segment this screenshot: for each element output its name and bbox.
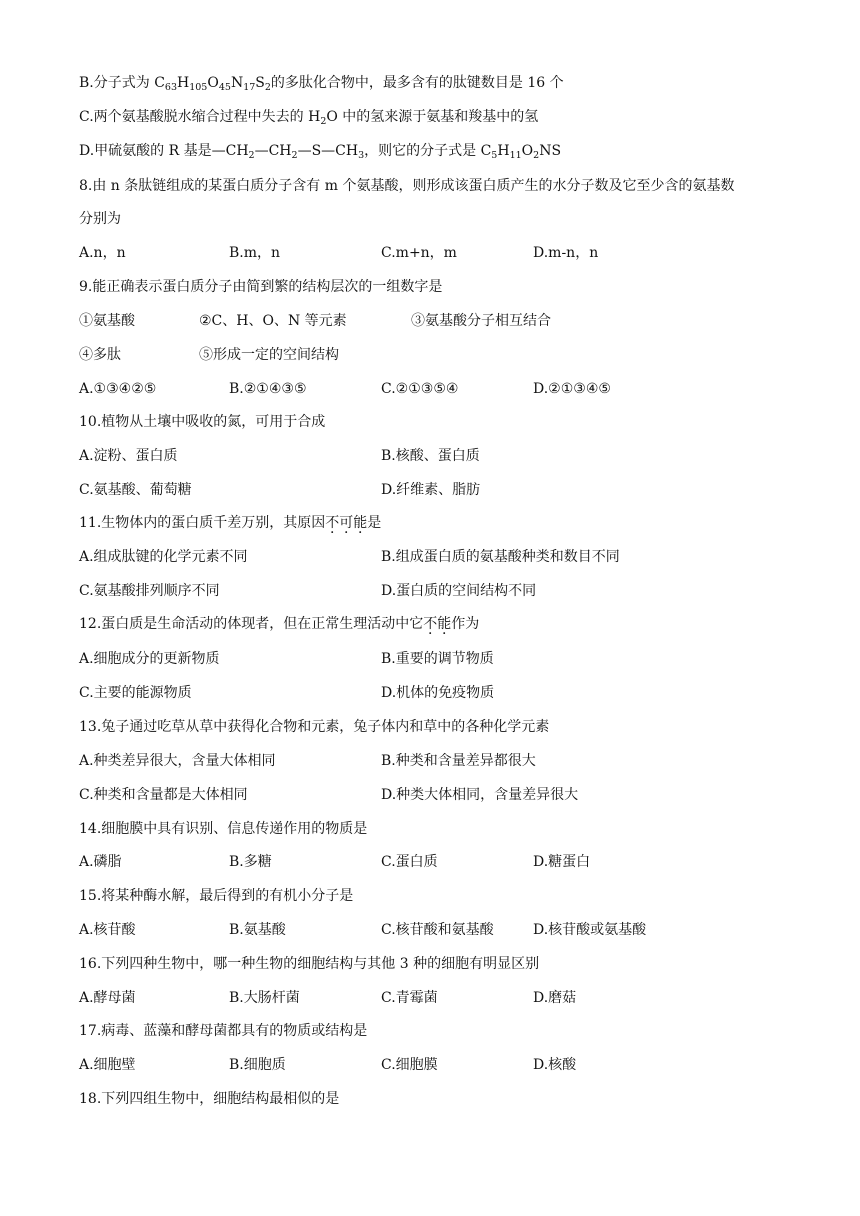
q9-item-1: ①氨基酸 xyxy=(79,313,135,329)
q14-option-b: B.多糖 xyxy=(229,854,272,870)
q13-option-b: B.种类和含量差异都很大 xyxy=(381,753,536,769)
q10-option-c: C.氨基酸、葡萄糖 xyxy=(79,482,192,498)
q12-stem: 12.蛋白质是生命活动的体现者，但在正常生理活动中它不能作为 xyxy=(79,616,480,632)
q16-option-c: C.青霉菌 xyxy=(381,990,438,1006)
q16-option-d: D.磨菇 xyxy=(533,990,577,1006)
q15-option-c: C.核苷酸和氨基酸 xyxy=(381,922,494,938)
q14-option-d: D.糖蛋白 xyxy=(533,854,591,870)
q8-option-a: A.n，n xyxy=(79,245,126,261)
q17-option-d: D.核酸 xyxy=(533,1057,577,1073)
q7-option-c: C.两个氨基酸脱水缩合过程中失去的 $H_2O$ 中的氢来源于氨基和羧基中的氢 xyxy=(79,109,539,127)
q17-stem: 17.病毒、蓝藻和酵母菌都具有的物质或结构是 xyxy=(79,1023,368,1039)
q16-option-a: A.酵母菌 xyxy=(79,990,136,1006)
q9-option-a: A.①③④②⑤ xyxy=(79,381,157,397)
q8-option-c: C.m+n，m xyxy=(381,245,457,261)
q9-item-2: ②C、H、O、N 等元素 xyxy=(199,313,347,329)
q9-item-4: ④多肽 xyxy=(79,347,121,363)
q14-option-c: C.蛋白质 xyxy=(381,854,438,870)
q11-option-a: A.组成肽键的化学元素不同 xyxy=(79,549,248,565)
q8-stem-line1: 8.由 n 条肽链组成的某蛋白质分子含有 m 个氨基酸，则形成该蛋白质产生的水分子数及它至少含的氨基数 xyxy=(79,178,735,194)
q17-option-a: A.细胞壁 xyxy=(79,1057,136,1073)
q12-option-c: C.主要的能源物质 xyxy=(79,685,192,701)
q16-option-b: B.大肠杆菌 xyxy=(229,990,300,1006)
q9-option-d: D.②①③④⑤ xyxy=(533,381,611,397)
q11-option-b: B.组成蛋白质的氨基酸种类和数目不同 xyxy=(381,549,620,565)
q14-stem: 14.细胞膜中具有识别、信息传递作用的物质是 xyxy=(79,821,368,837)
q8-stem-line2: 分别为 xyxy=(79,211,121,227)
q18-stem: 18.下列四组生物中，细胞结构最相似的是 xyxy=(79,1091,340,1107)
q11-option-c: C.氨基酸排列顺序不同 xyxy=(79,583,220,599)
q7-option-d: D.甲硫氨酸的 R 基是$—CH_2—CH_2—S—CH_3$，则它的分子式是 $C_5H_{11}O_2NS$ xyxy=(79,143,562,161)
q11-option-d: D.蛋白质的空间结构不同 xyxy=(381,583,537,599)
q10-option-d: D.纤维素、脂肪 xyxy=(381,482,481,498)
q8-option-d: D.m-n，n xyxy=(533,245,599,261)
q11-stem: 11.生物体内的蛋白质千差万别，其原因不可能是 xyxy=(79,515,382,531)
q15-stem: 15.将某种酶水解，最后得到的有机小分子是 xyxy=(79,888,354,904)
q13-option-d: D.种类大体相同，含量差异很大 xyxy=(381,787,579,803)
q17-option-b: B.细胞质 xyxy=(229,1057,286,1073)
q14-option-a: A.磷脂 xyxy=(79,854,122,870)
q12-option-d: D.机体的免疫物质 xyxy=(381,685,495,701)
q7-option-b: B.分子式为 $C_{63}H_{105}O_{45}N_{17}S_2$的多肽化合物中，最多含有的肽键数目是 16 个 xyxy=(79,75,564,93)
q9-option-b: B.②①④③⑤ xyxy=(229,381,307,397)
q15-option-b: B.氨基酸 xyxy=(229,922,286,938)
q10-option-b: B.核酸、蛋白质 xyxy=(381,448,480,464)
q8-option-b: B.m，n xyxy=(229,245,281,261)
q13-option-a: A.种类差异很大，含量大体相同 xyxy=(79,753,276,769)
q16-stem: 16.下列四种生物中，哪一种生物的细胞结构与其他 3 种的细胞有明显区别 xyxy=(79,956,540,972)
q15-option-d: D.核苷酸或氨基酸 xyxy=(533,922,647,938)
q9-item-5: ⑤形成一定的空间结构 xyxy=(199,347,339,363)
q10-stem: 10.植物从土壤中吸收的氮，可用于合成 xyxy=(79,414,326,430)
q17-option-c: C.细胞膜 xyxy=(381,1057,438,1073)
q13-option-c: C.种类和含量都是大体相同 xyxy=(79,787,248,803)
q9-stem: 9.能正确表示蛋白质分子由简到繁的结构层次的一组数字是 xyxy=(79,279,443,295)
q15-option-a: A.核苷酸 xyxy=(79,922,136,938)
q10-option-a: A.淀粉、蛋白质 xyxy=(79,448,178,464)
q12-option-a: A.细胞成分的更新物质 xyxy=(79,651,220,667)
q13-stem: 13.兔子通过吃草从草中获得化合物和元素，兔子体内和草中的各种化学元素 xyxy=(79,719,550,735)
q12-option-b: B.重要的调节物质 xyxy=(381,651,494,667)
q9-option-c: C.②①③⑤④ xyxy=(381,381,459,397)
q9-item-3: ③氨基酸分子相互结合 xyxy=(411,313,551,329)
